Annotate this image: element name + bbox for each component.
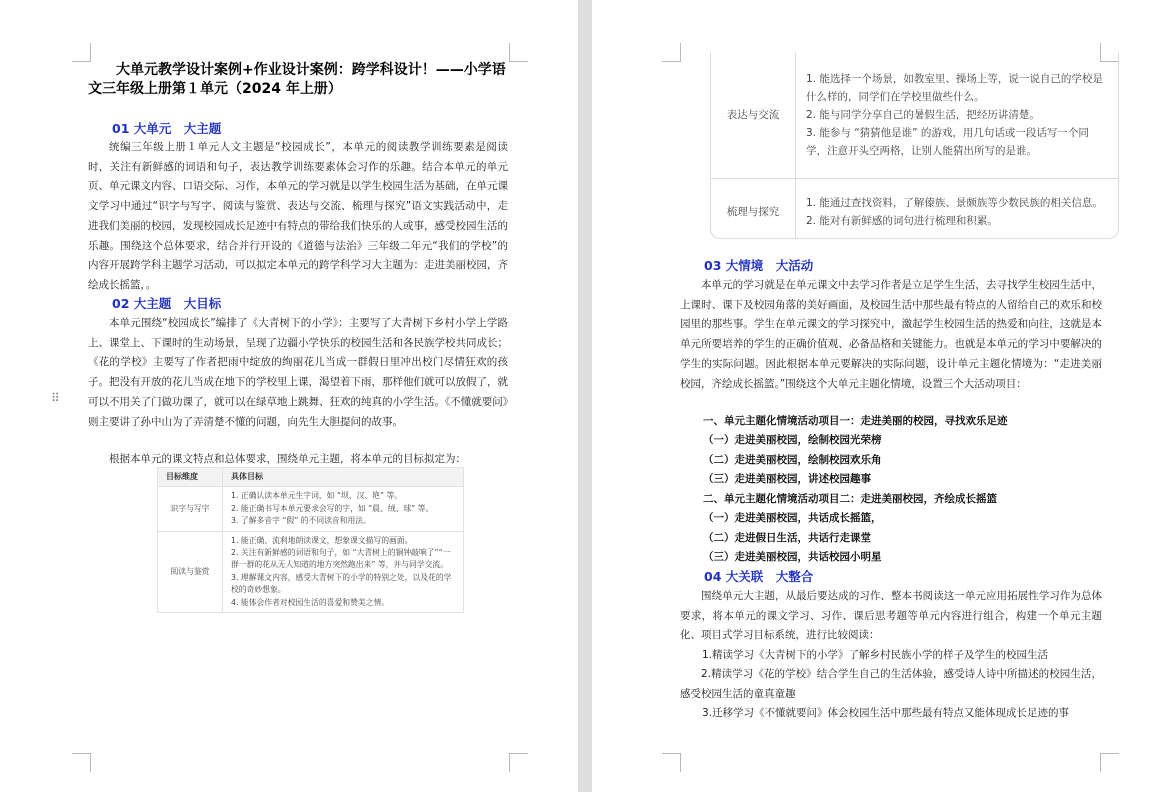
goals-table-continued-body <box>711 52 1118 239</box>
section-heading-1: 01 大单元 大主题 <box>112 121 222 136</box>
goal-line: 1. 正确认读本单元生字词，如 “坝、汉、艳” 等。 <box>231 491 403 501</box>
crop-mark <box>509 753 528 772</box>
section-4-paragraph: 围绕单元大主题，从最后要达成的习作、整本书阅读这一单元应用拓展性学习作为总体要求，将本单元的课文学习、习作、课后思考题等单元内容进行组合，构建一个单元主题化、项目式学习目标系统，进行比较阅读： <box>680 590 1102 642</box>
table-cell-dimension: 识字与写字 <box>158 487 223 531</box>
table-cell-goals <box>223 487 464 531</box>
goal-line: 2. 能正确书写本单元要求会写的字，如 “晨、绒、球” 等。 <box>231 503 434 513</box>
goals-table <box>157 467 464 613</box>
goal-line: 1. 能通过查找资料，了解傣族、景颇族等少数民族的相关信息。 <box>806 197 1103 209</box>
activity-project-1: 一、单元主题化情境活动项目一：走进美丽的校园，寻找欢乐足迹 <box>703 415 1008 427</box>
drag-handle-icon[interactable]: ⠿ <box>51 391 60 405</box>
goal-line: 1. 能正确、流利地朗读课文，想象课文描写的画面。 <box>231 535 413 545</box>
section-heading-2: 02 大主题 大目标 <box>112 296 222 311</box>
crop-mark <box>662 43 681 62</box>
goal-line: 4. 能体会作者对校园生活的喜爱和赞美之情。 <box>231 597 390 607</box>
crop-mark <box>72 43 91 62</box>
goal-line: 3. 了解多音字 “假” 的不同读音和用法。 <box>231 516 371 526</box>
table-cell-goals <box>796 179 1119 240</box>
table-cell-dimension: 梳理与探究 <box>711 179 796 240</box>
table-header: 具体目标 <box>223 468 464 487</box>
activity-item: （三）走进美丽校园，共话校园小明星 <box>703 551 882 563</box>
activity-item: （一）走进美丽校园，绘制校园光荣榜 <box>703 434 882 446</box>
activity-item: （二）走进美丽校园，绘制校园欢乐角 <box>703 454 882 466</box>
table-header-row <box>158 468 464 487</box>
table-row <box>711 179 1118 240</box>
table-cell-dimension: 阅读与鉴赏 <box>158 531 223 612</box>
section-2-paragraph: 本单元围绕“校园成长”编排了《大青树下的小学》：主要写了大青树下乡村小学上学路上、课堂上、下课时的生动场景，呈现了边疆小学快乐的校园生活和各民族学校共同成长；《花的学校》主要写了作者把雨中绽放的绚丽花儿当成一群假日里冲出校门尽情狂欢的孩子。把没有开放的花儿当成在地下的学校里上课，渴望着下雨，那样他们就可以放假了，就可以不用关了门做功课了，就可以在绿草地上跳舞、狂欢的纯真的小学生活。《不懂就要问》则主要讲了孙中山为了弄清楚不懂的问题，向先生大胆提问的故事。 <box>88 317 508 428</box>
goal-line: 2. 能与同学分享自己的暑假生活，把经历讲清楚。 <box>806 109 1040 121</box>
goal-line: 1. 能选择一个场景，如教室里、操场上等，说一说自己的学校是什么样的，同学们在学校里做些什么。 <box>806 73 1103 103</box>
crop-mark <box>662 753 681 772</box>
table-row <box>158 487 464 531</box>
activity-project-2: 二、单元主题化情境活动项目二：走进美丽校园，齐绘成长摇篮 <box>703 493 997 505</box>
table-row <box>711 52 1118 179</box>
table-cell-goals <box>223 531 464 612</box>
crop-mark <box>509 43 528 62</box>
reading-item-3: 3.迁移学习《不懂就要问》体会校园生活中那些最有特点又能体现成长足迹的事 <box>702 707 1070 719</box>
goals-table-continued <box>710 52 1119 239</box>
goal-line: 2. 关注有新鲜感的词语和句子，如 “大青树上的铜钟敲响了”“一群一群的花从无人知道的地方突然跑出来” 等，并与同学交流。 <box>231 548 451 570</box>
page-gutter <box>578 0 592 792</box>
reading-item-2: 2.精读学习《花的学校》结合学生自己的生活体验，感受诗人诗中所描述的校园生活，感受校园生活的童真童趣 <box>680 668 1102 700</box>
section-heading-3: 03 大情境 大活动 <box>704 258 814 273</box>
table-header: 目标维度 <box>158 468 223 487</box>
section-heading-4: 04 大关联 大整合 <box>704 569 814 584</box>
table-row <box>158 531 464 612</box>
reading-item-1: 1.精读学习《大青树下的小学》了解乡村民族小学的样子及学生的校园生活 <box>702 649 1049 661</box>
table-cell-dimension: 表达与交流 <box>711 52 796 179</box>
section-2-lead: 根据本单元的课文特点和总体要求，围绕单元主题，将本单元的目标拟定为： <box>109 453 466 465</box>
crop-mark <box>1100 753 1119 772</box>
document-page-left <box>0 0 578 792</box>
goal-line: 3. 理解课文内容，感受大青树下的小学的特别之处，以及花的学校的奇妙想象。 <box>231 572 452 595</box>
crop-mark <box>72 753 91 772</box>
goal-line: 2. 能对有新鲜感的词句进行梳理和积累。 <box>806 215 998 227</box>
section-3-paragraph: 本单元的学习就是在单元课文中去学习作者是立足学生生活，去寻找学生校园生活中，上课时、课下及校园角落的美好画面，及校园生活中那些最有特点的人留给自己的欢乐和校园里的那些事。学生在单元课文的学习探究中，激起学生校园生活的热爱和向往，这就是本单元所要培养的学生的正确价值观、必备品格和关键能力。也就是本单元的学习中要解决的学生的实际问题。因此根据本单元要解决的实际问题，设计单元主题化情境为：“走进美丽校园，齐绘成长摇篮。”围绕这个大单元主题化情境，设置三个大活动项目： <box>680 279 1102 390</box>
document-title: 大单元教学设计案例+作业设计案例：跨学科设计！——小学语文三年级上册第１单元（2024 年上册） <box>88 62 506 97</box>
goal-line: 3. 能参与 “猜猜他是谁” 的游戏，用几句话或一段话写一个同学，注意开头空两格，让别人能猜出所写的是谁。 <box>806 127 1089 157</box>
activity-item: （三）走进美丽校园，讲述校园趣事 <box>703 473 871 485</box>
activity-item: （一）走进美丽校园，共话成长摇篮， <box>703 512 882 524</box>
activity-item: （二）走进假日生活，共话行走课堂 <box>703 532 871 544</box>
table-cell-goals <box>796 52 1119 179</box>
section-1-paragraph: 统编三年级上册１单元人文主题是“校园成长”，本单元的阅读教学训练要素是阅读时，关注有新鲜感的词语和句子，表达教学训练要素体会习作的乐趣。结合本单元的单元页、单元课文内容、口语交际、习作，本单元的学习就是以学生校园生活为基础，在单元课文学习中通过“识字与写字、阅读与鉴赏、表达与交流、梳理与探究”语文实践活动中，走进我们美丽的校园，发现校园成长足迹中有特点的带给我们快乐的人或事，感受校园生活的乐趣。围绕这个总体要求，结合并行开设的《道德与法治》三年级二年元“我们的学校”的内容开展跨学科主题学习活动，可以拟定本单元的跨学科学习大主题为：走进美丽校园，齐绘成长摇篮，。 <box>88 141 508 291</box>
